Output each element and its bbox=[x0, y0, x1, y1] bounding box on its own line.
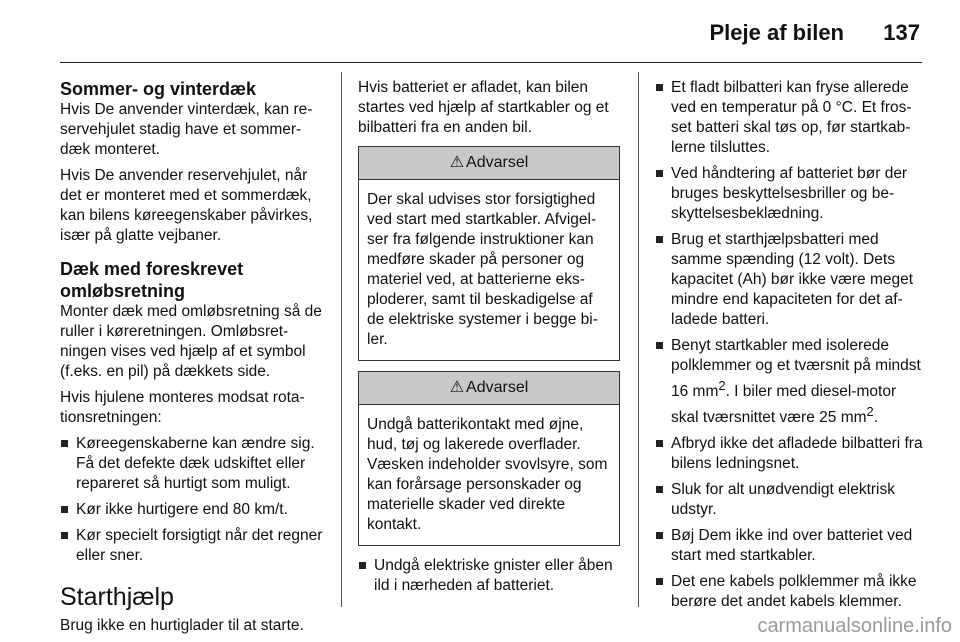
paragraph: Hvis hjulene monteres modsat rota-tionsretningen: bbox=[60, 389, 305, 426]
header-title: Pleje af bilen bbox=[709, 20, 844, 45]
column-left bbox=[60, 78, 328, 642]
warning-text: Undgå batterikontakt med øjne, hud, tøj og lakerede overflader. Væsken indeholder svovlsyre, som kan forårsage personskader og materielle skader ved direkte kontakt. bbox=[367, 416, 608, 533]
list-item: Kør specielt forsigtigt når det regner eller sner. bbox=[60, 526, 328, 566]
superscript: 2 bbox=[866, 404, 874, 420]
text-run: . bbox=[873, 409, 879, 427]
warning-icon: ⚠ bbox=[449, 154, 465, 171]
heading-directional-tires: Dæk med foreskrevet omløbsretning bbox=[60, 259, 244, 301]
list-item: Brug et starthjælpsbatteri med samme spænding (12 volt). Dets kapacitet (Ah) bør ikke være meget mindre end kapaciteten for det af-ladede batteri. bbox=[655, 230, 923, 330]
warning-header bbox=[359, 372, 619, 405]
warning-box bbox=[358, 146, 620, 361]
warning-box bbox=[358, 371, 620, 546]
superscript: 2 bbox=[718, 378, 726, 393]
list-item: Det ene kabels polklemmer må ikke berøre det andet kabels klemmer. bbox=[655, 572, 923, 612]
list-item: Ved håndtering af batteriet bør der bruges beskyttelsesbriller og be-skyttelsesbeklædning. bbox=[655, 164, 923, 224]
warning-text: Der skal udvises stor forsigtighed ved start med startkabler. Afvigel-ser fra følgende instruktioner kan medføre skader på personer og materiel ved, at batterierne eks-ploderer, samt til beskadigelse af de elektriske systemer i begge bi-ler. bbox=[367, 191, 598, 348]
list-item: Kør ikke hurtigere end 80 km/t. bbox=[60, 500, 328, 520]
page-number: 137 bbox=[883, 20, 920, 45]
heading-summer-winter-tires: Sommer- og vinterdæk bbox=[60, 79, 257, 99]
list-item: Et fladt bilbatteri kan fryse allerede ved en temperatur på 0 °C. Et fros-set batteri skal tøs op, før startkab-lerne tilsluttes. bbox=[655, 78, 923, 158]
list-item bbox=[655, 336, 923, 428]
warning-header bbox=[359, 147, 619, 180]
bullet-list bbox=[60, 434, 328, 566]
paragraph: Hvis De anvender reservehjulet, når det er monteret med et sommerdæk, kan bilens køreegenskaber påvirkes, især på glatte vejbaner. bbox=[60, 167, 313, 244]
paragraph: Monter dæk med omløbsretning så de ruller i køreretningen. Omløbsret-ningen vises ved hjælp af et symbol (f.eks. en pil) på dækkets side. bbox=[60, 303, 322, 380]
warning-icon: ⚠ bbox=[449, 379, 465, 396]
text-run: Benyt startkabler med isolerede polklemmer og et tværsnit på mindst 16 mm bbox=[671, 337, 921, 401]
list-item: Undgå elektriske gnister eller åben ild i nærheden af batteriet. bbox=[358, 556, 620, 596]
list-item: Køreegenskaberne kan ændre sig. Få det defekte dæk udskiftet eller repareret så hurtigt som muligt. bbox=[60, 434, 328, 494]
paragraph: Hvis batteriet er afladet, kan bilen startes ved hjælp af startkabler og et bilbatteri fra en anden bil. bbox=[358, 79, 609, 136]
column-divider bbox=[341, 72, 342, 607]
heading-jump-start: Starthjælp bbox=[60, 583, 174, 611]
list-item: Sluk for alt unødvendigt elektrisk udstyr. bbox=[655, 480, 923, 520]
bullet-list bbox=[655, 78, 923, 612]
list-item: Afbryd ikke det afladede bilbatteri fra bilens ledningsnet. bbox=[655, 434, 923, 474]
text-run: . I biler med diesel-motor skal tværsnittet være 25 mm bbox=[671, 383, 897, 427]
watermark: carmanualsonline.info bbox=[757, 615, 952, 637]
column-middle bbox=[358, 78, 620, 602]
warning-title: Advarsel bbox=[466, 154, 529, 171]
list-item: Bøj Dem ikke ind over batteriet ved start med startkabler. bbox=[655, 526, 923, 566]
column-divider bbox=[638, 72, 639, 607]
warning-title: Advarsel bbox=[466, 379, 529, 396]
column-right bbox=[655, 78, 923, 618]
page-header bbox=[60, 0, 922, 63]
paragraph: Brug ikke en hurtiglader til at starte. bbox=[60, 617, 304, 634]
paragraph: Hvis De anvender vinterdæk, kan re-servehjulet stadig have et sommer-dæk monteret. bbox=[60, 101, 313, 158]
bullet-list bbox=[358, 556, 620, 596]
